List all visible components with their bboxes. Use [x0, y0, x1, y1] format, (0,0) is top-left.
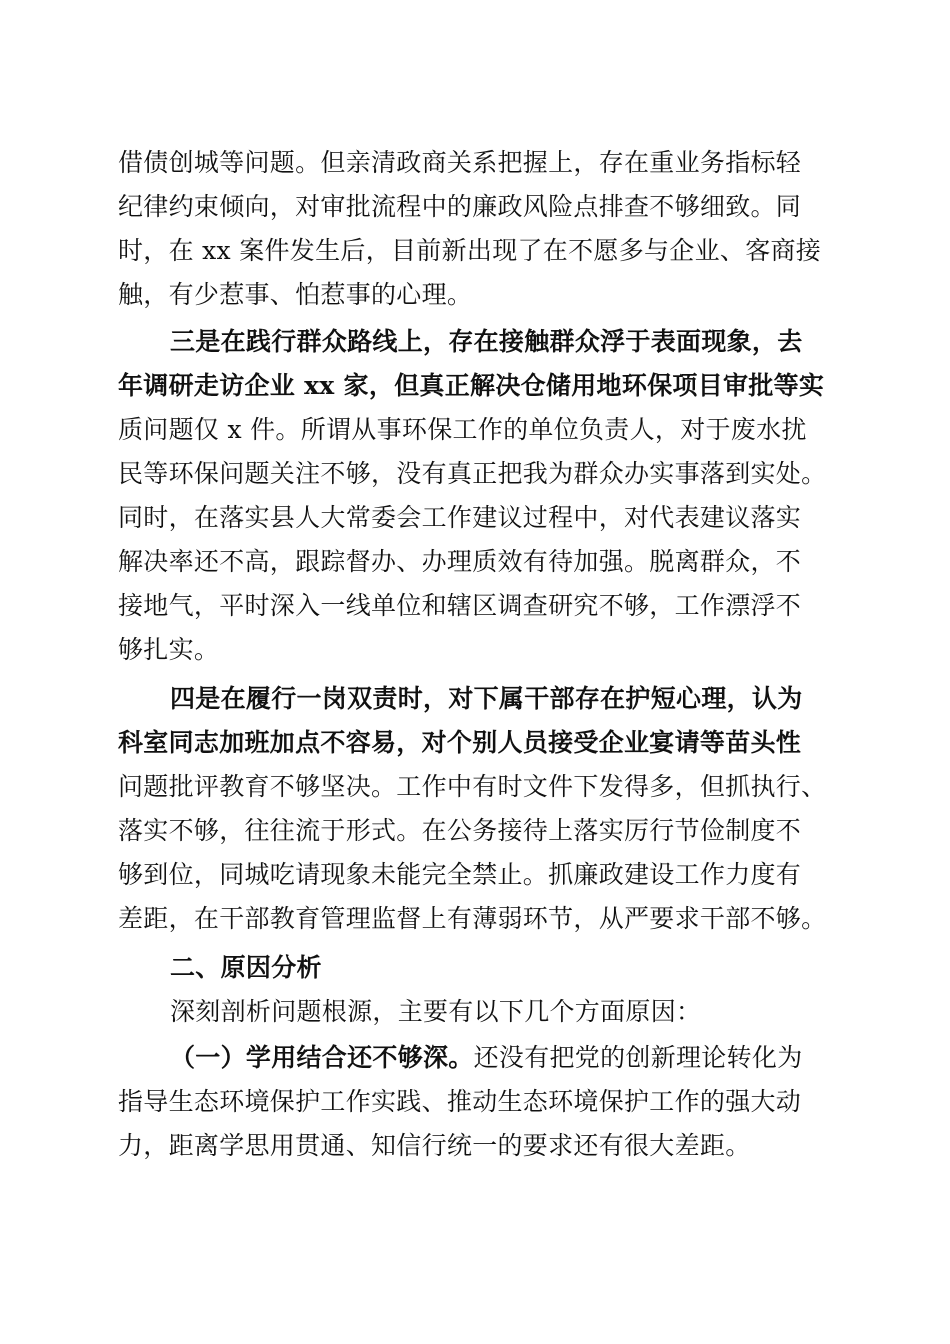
- paragraph-2-lead: 三是在践行群众路线上，: [170, 327, 449, 356]
- analysis-intro: 深刻剖析问题根源，主要有以下几个方面原因：: [170, 997, 702, 1026]
- paragraph-2-line-5: 同时，在落实县人大常委会工作建议过程中，对代表建议落实: [118, 503, 802, 532]
- paragraph-3-line-6: 差距，在干部教育管理监督上有薄弱环节，从严要求干部不够。: [118, 904, 827, 933]
- paragraph-2-line-1-text: 存在接触群众浮于表面现象，去: [448, 327, 803, 356]
- paragraph-1-line-2: 纪律约束倾向，对审批流程中的廉政风险点排查不够细致。同: [118, 192, 802, 221]
- paragraph-1-line-3: 时，在 xx 案件发生后，目前新出现了在不愿多与企业、客商接: [118, 236, 822, 265]
- paragraph-2-line-6: 解决率还不高，跟踪督办、办理质效有待加强。脱离群众，不: [118, 547, 802, 576]
- paragraph-3-lead: 四是在履行一岗双责时，: [170, 684, 449, 713]
- paragraph-2-line-8: 够扎实。: [118, 635, 220, 664]
- section-1-lead: （一）学用结合还不够深。: [170, 1043, 474, 1072]
- paragraph-3-line-5: 够到位，同城吃请现象未能完全禁止。抓廉政建设工作力度有: [118, 860, 802, 889]
- paragraph-3-line-4: 落实不够，往往流于形式。在公务接待上落实厉行节俭制度不: [118, 816, 802, 845]
- section-1-line-1: [0, 1036, 950, 1080]
- paragraph-2-line-7: 接地气，平时深入一线单位和辖区调查研究不够，工作漂浮不: [118, 591, 802, 620]
- paragraph-2-line-2: 年调研走访企业 xx 家，但真正解决仓储用地环保项目审批等实: [118, 371, 825, 400]
- section-1-line-1-text: 还没有把党的创新理论转化为: [473, 1043, 803, 1072]
- paragraph-2-line-4: 民等环保问题关注不够，没有真正把我为群众办实事落到实处。: [118, 459, 827, 488]
- paragraph-3-line-3: 问题批评教育不够坚决。工作中有时文件下发得多，但抓执行、: [118, 772, 827, 801]
- section-1-line-2: 指导生态环境保护工作实践、推动生态环境保护工作的强大动: [118, 1087, 802, 1116]
- paragraph-3-line-1: [0, 677, 950, 721]
- paragraph-3-line-1-text: 对下属干部存在护短心理，认为: [448, 684, 803, 713]
- paragraph-2-line-3: 质问题仅 x 件。所谓从事环保工作的单位负责人，对于废水扰: [118, 415, 807, 444]
- paragraph-1-line-1: 借债创城等问题。但亲清政商关系把握上，存在重业务指标轻: [118, 148, 802, 177]
- section-1-line-3: 力，距离学思用贯通、知信行统一的要求还有很大差距。: [118, 1131, 751, 1160]
- paragraph-1-line-4: 触，有少惹事、怕惹事的心理。: [118, 280, 473, 309]
- paragraph-3-line-2: 科室同志加班加点不容易，对个别人员接受企业宴请等苗头性: [118, 728, 802, 757]
- paragraph-2-line-1: [0, 320, 950, 364]
- section-heading: 二、原因分析: [170, 953, 322, 982]
